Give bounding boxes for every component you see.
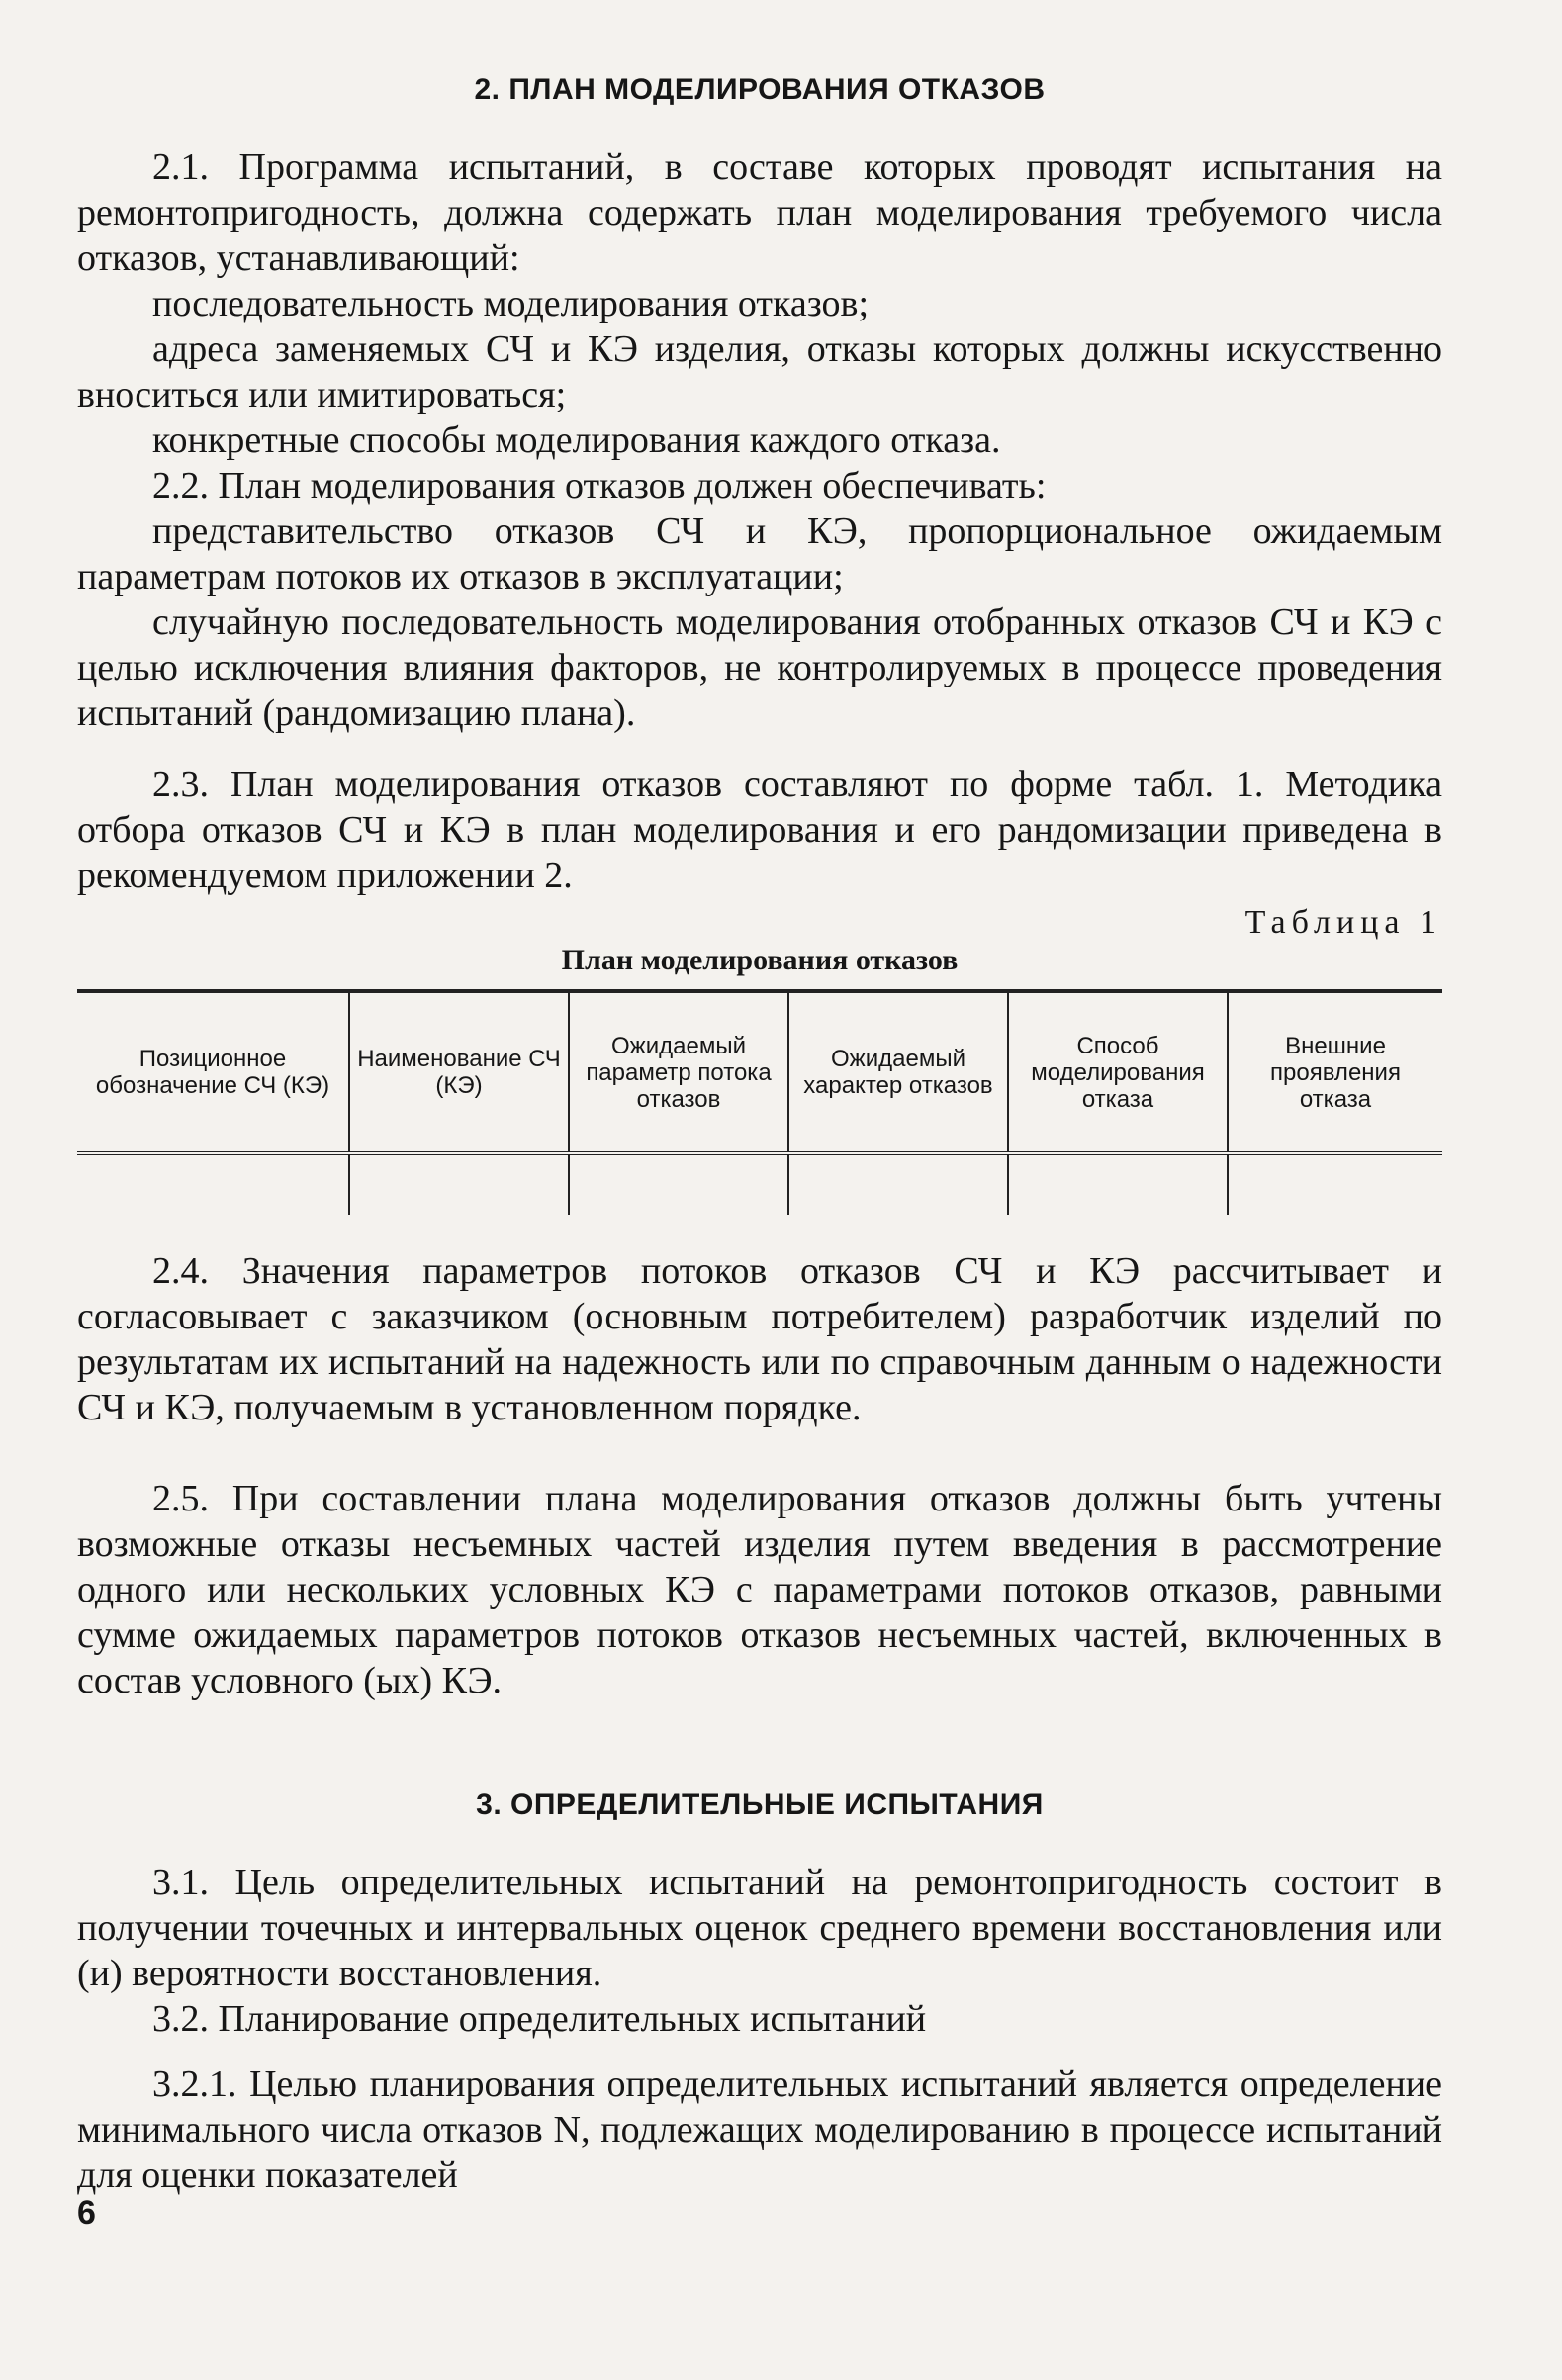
paragraph-2-4: 2.4. Значения параметров потоков отказов СЧ и КЭ рассчитывает и согласовывает с заказчиком (основным потребителем) разработчик изделий по результатам их испытаний на надежность или по справочным данным о надежности СЧ и КЭ, получаемым в установленном порядке. (77, 1250, 1442, 1428)
col-header-flow-parameter: Ожидаемый параметр потока отказов (569, 991, 788, 1153)
paragraph-3-1: 3.1. Цель определительных испытаний на ремонтопригодность состоит в получении точечных и интервальных оценок среднего времени восстановления или (и) вероятности восстановления. (77, 1862, 1442, 1994)
table-cell (788, 1153, 1008, 1215)
paragraph-2-1: 2.1. Программа испытаний, в составе которых проводят испытания на ремонтопригодность, должна содержать план моделирования требуемого числа отказов, устанавливающий: (77, 146, 1442, 279)
paragraph-2-2-a: представительство отказов СЧ и КЭ, пропорциональное ожидаемым параметрам потоков их отказов в эксплуатации; (77, 510, 1442, 597)
table-cell (569, 1153, 788, 1215)
table-header-row (77, 991, 1442, 1153)
paragraph-2-5: 2.5. При составлении плана моделирования отказов должны быть учтены возможные отказы несъемных частей изделия путем введения в рассмотрение одного или нескольких условных КЭ с параметрами потоков отказов, равными сумме ожидаемых параметров потоков отказов несъемных частей, включенных в состав условного (ых) КЭ. (77, 1478, 1442, 1701)
failure-plan-table (77, 989, 1442, 1215)
table-caption: Таблица 1 (1244, 904, 1442, 941)
col-header-manifestations: Внешние проявления отказа (1228, 991, 1442, 1153)
page-number: 6 (77, 2194, 96, 2232)
col-header-modeling-method: Способ моделирования отказа (1008, 991, 1228, 1153)
table-cell (349, 1153, 569, 1215)
col-header-failure-character: Ожидаемый характер отказов (788, 991, 1008, 1153)
paragraph-3-2-1: 3.2.1. Целью планирования определительных испытаний является определение минимального числа отказов N, подлежащих моделированию в процессе испытаний для оценки показателей (77, 2063, 1442, 2196)
paragraph-2-1-b: адреса заменяемых СЧ и КЭ изделия, отказы которых должны искусственно вноситься или имитироваться; (77, 328, 1442, 415)
col-header-name: Наименование СЧ (КЭ) (349, 991, 569, 1153)
table-cell (1008, 1153, 1228, 1215)
paragraph-2-1-a: последовательность моделирования отказов; (152, 283, 870, 324)
table-cell (77, 1153, 349, 1215)
paragraph-2-1-c: конкретные способы моделирования каждого отказа. (152, 419, 1001, 461)
col-header-position: Позиционное обозначение СЧ (КЭ) (95, 1046, 330, 1099)
paragraph-2-2-b: случайную последовательность моделирования отобранных отказов СЧ и КЭ с целью исключения влияния факторов, не контролируемых в процессе проведения испытаний (рандомизацию плана). (77, 601, 1442, 734)
paragraph-2-2: 2.2. План моделирования отказов должен обеспечивать: (152, 465, 1047, 506)
table-title: План моделирования отказов (561, 944, 959, 976)
table-row (77, 1153, 1442, 1215)
section-2-heading: 2. ПЛАН МОДЕЛИРОВАНИЯ ОТКАЗОВ (474, 73, 1046, 106)
section-3-heading: 3. ОПРЕДЕЛИТЕЛЬНЫЕ ИСПЫТАНИЯ (476, 1788, 1044, 1821)
table-cell (1228, 1153, 1442, 1215)
paragraph-2-3: 2.3. План моделирования отказов составляют по форме табл. 1. Методика отбора отказов СЧ и КЭ в план моделирования и его рандомизации приведена в рекомендуемом приложении 2. (77, 764, 1442, 896)
paragraph-3-2: 3.2. Планирование определительных испытаний (152, 1998, 927, 2040)
